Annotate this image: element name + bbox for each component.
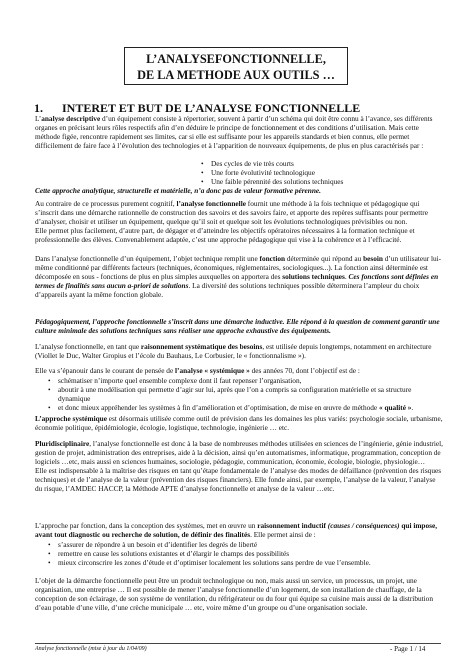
paragraph-object-scope: L’objet de la démarche fonctionnelle peut être un produit technologique ou non, mais aussi un service, un processus, un projet, une organisation, une entreprise … Il est possible de mener l’analyse fonctionnelle d’un logement, de son installation de chauffage, de la conception de son éclairage, de son système de ventilation, du réfrigérateur ou du four qui équipe sa cuisine mais aussi de la distribution d’eau potable d’une ville, d’une crèche municipale … etc, voire même d’un groupe ou d’une organisation sociale.	[35, 576, 433, 612]
bold-text: qui impose, avant tout diagnostic ou recherche de solution, de définir des finalités	[35, 521, 438, 539]
paragraph-inductive	[35, 522, 443, 540]
text: .	[411, 402, 414, 412]
characteristics-list	[35, 160, 443, 187]
list-item: • Une forte évolutivité technologique	[35, 169, 443, 178]
bold-text: l’analyse fonctionnelle	[176, 199, 246, 208]
text: . Elle permet ainsi de :	[250, 529, 316, 539]
list-item: • remettre en cause les solutions existantes et d’élargir le champs des possibilités	[35, 550, 443, 559]
text: Elle permet plus facilement, d’autre part, de dégager et d’atteindre les objectifs opératoires nécessaires à la formation technique et professionnelle des élèves. Convenablement adaptée, c’est une approche pédagogique qui vise à la cohérence et à l’efficacité.	[35, 225, 415, 244]
bold-text: « qualité »	[378, 402, 412, 412]
text: déterminée qui répond au	[285, 254, 364, 263]
systemic-objectives-list	[35, 377, 443, 413]
list-item: • mieux circonscrire les zones d’étude et d’optimiser localement les solutions sans perdre de vue l’ensemble.	[35, 559, 443, 568]
list-item	[35, 404, 443, 413]
text: d’un équipement consiste à répertorier, souvent à partir d’un schéma qui doit être connu à l’avance, ses différents organes en précisant leurs rôles respectifs afin d’en déduire le principe de fonctionnement et des conditions d’utilisation. Mais cette méthode figée, rencontre rapidement ses limites, car si elle est suffisante pour les appareils standards et bien connus, elle permet difficilement de faire face à l’évolution des technologies et à l’apparition de nouveaux équipements, de plus en plus caractérisés par :	[35, 114, 433, 150]
text: Dans l’analyse fonctionnelle d’un équipement, l’objet technique remplit une	[35, 254, 260, 263]
bold-text: Pluridisciplinaire	[35, 439, 90, 448]
text: Au contraire de ce processus purement cognitif,	[35, 199, 177, 208]
inductive-benefits-list	[35, 541, 443, 568]
paragraph-architecture	[35, 343, 443, 361]
text: schématiser n’importe quel ensemble complexe dont il faut repenser l’organisation,	[58, 376, 302, 385]
bold-text: solutions techniques	[282, 271, 345, 281]
text: Elle est indispensable à la maîtrise des risques en tant qu’étape fondamentale de l’analyse des modes de défaillance (prévention des risques techniques) et de l’analyse de la valeur (prévention des risques financiers). Elle fonde ainsi, par exemple, l’analyse de la valeur, l’analyse du risque, l’AMDEC HACCP, la Méthode APTE d’analyse fonctionnelle et analyse de la valeur …etc.	[35, 465, 442, 493]
bold-text: analyse descriptive	[41, 114, 101, 123]
section-title: INTERET ET BUT DE L’ANALYSE FONCTIONNELLE	[62, 101, 361, 115]
text: . La diversité des solutions techniques possible déterminera l’ampleur du choix d’appareils ayant la même fonction globale.	[35, 280, 420, 299]
footer-divider	[35, 643, 441, 644]
list-item: • s’assurer de répondre à un besoin et d’identifier les degrés de liberté	[35, 541, 443, 550]
text: L’analyse fonctionnelle, en tant que	[35, 342, 141, 351]
bold-italic-text: Ces fonctions sont définies en termes de finalités sans aucun a-priori de solutions	[35, 271, 439, 290]
bold-italic-text: (causes / conséquences)	[327, 521, 400, 530]
text: des années 70, dont l’objectif est de :	[249, 366, 360, 375]
paragraph-conclusion: Cette approche analytique, structurelle et matérielle, n’a donc pas de valeur formative pérenne.	[35, 186, 321, 195]
bold-text: l’analyse « systémique »	[175, 366, 250, 375]
text: est désormais utilisée comme outil de prévision dans les domaines les plus variés: psychologie sociale, urbanisme, économie politique, épidémiologie, écologie, logistique, technologie, ingénierie … etc.	[35, 414, 443, 432]
paragraph-pedagogy: Pédagogiquement, l’approche fonctionnelle s’inscrit dans une démarche inductive. Elle répond à la question de comment garantir une culture minimale des solutions techniques sans réaliser une approche exhaustive des équipements.	[35, 317, 440, 335]
paragraph-pluridisciplinary	[35, 440, 443, 493]
section-number: 1.	[34, 101, 43, 115]
bold-text: besoin	[363, 254, 383, 263]
text: fournit une méthode à la fois technique et pédagogique qui s’inscrit dans une démarche rationnelle de construction des savoirs et des savoirs faire, et apporte des repères suffisants pour permettre d’analyser, choisir et utiliser un équipement, quelque qu’il soit et quelque soit les évolutions technologiques prévisibles ou non.	[35, 199, 428, 226]
text: et donc mieux appréhender les systèmes à fin d’amélioration et d’optimisation, de mise en œuvre de méthode	[58, 402, 379, 412]
list-item: • Une faible pérennité des solutions techniques	[35, 178, 443, 187]
paragraph-function-need	[35, 255, 443, 300]
list-item	[35, 386, 443, 404]
bold-text: raisonnement systématique des besoins	[140, 342, 263, 351]
text: , est utilisée depuis longtemps, notamment en architecture (Viollet le Duc, Walter Gropius et l’école du Bauhaus, Le Corbusier, le « fonctionnalisme »).	[35, 342, 432, 360]
title-line-1: L’ANALYSEFONCTIONNELLE,	[146, 52, 326, 66]
page-number: - Page 1 / 14	[390, 645, 426, 653]
text: .	[344, 271, 349, 281]
text: L’approche par fonction, dans la conception des systèmes, met en œuvre un	[35, 521, 258, 530]
text: d’un utilisateur lui-même conditionné par différents facteurs (techniques, économiques, réglementaires, sociologiques...). La fonction ainsi déterminée est décomposée en sous - fonctions de plus en plus simples auxquelles on apportera des	[35, 254, 442, 281]
paragraph-functional-analysis	[35, 200, 443, 245]
paragraph-systemic	[35, 367, 443, 376]
text: L’	[35, 114, 42, 123]
document-title	[124, 47, 348, 85]
bold-text: L’approche systémique	[35, 414, 107, 423]
bold-text: fonction	[259, 254, 286, 263]
bold-text: raisonnement inductif	[257, 521, 326, 530]
text: aboutir à une modélisation qui permette d’agir sur lui, après que l’on a compris sa configuration matérielle et sa structure dynamique	[58, 384, 412, 403]
text: Elle va s’épanouir dans le courant de pensée de	[35, 366, 176, 375]
paragraph-systemic-approach	[35, 415, 443, 433]
text: , l’analyse fonctionnelle est donc à la base de nombreuses méthodes utilisées en sciences de l’ingénierie, génie industriel, gestion de projet, administration des entreprises, aide à la décision, ainsi qu’en automatismes, informatique, programmation, conception de logiciels …etc, mais aussi en sciences humaines, sociologie, pédagogie, communication, économie, écologie, biologie, physiologie…	[35, 439, 443, 466]
list-item: • Des cycles de vie très courts	[35, 160, 443, 169]
title-line-2: DE LA METHODE AUX OUTILS …	[137, 68, 335, 82]
paragraph-descriptive	[35, 115, 443, 151]
footer-document-label: Analyse fonctionnelle (mise à jour du 1/04/09)	[35, 646, 147, 652]
